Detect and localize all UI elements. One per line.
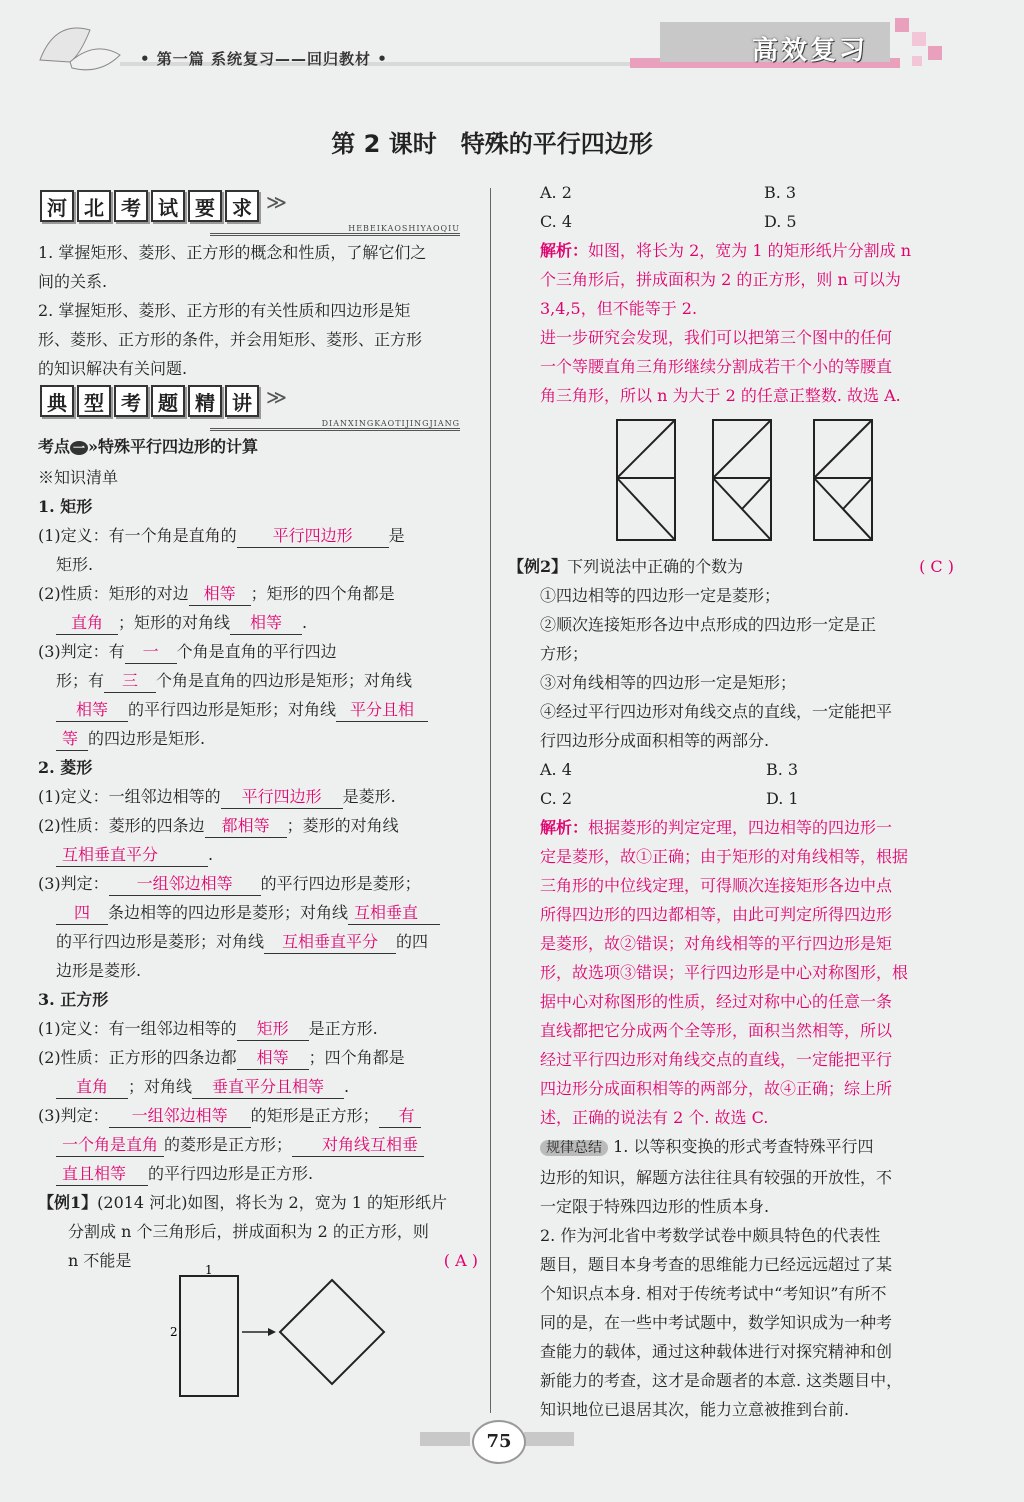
example-label: 【例1】 [38,1193,98,1212]
square-shape [280,1280,384,1384]
square-def [38,1014,478,1043]
text: 分割成 n 个三角形后，拼成面积为 2 的正方形，则 [68,1222,429,1241]
answer-blank: 平行四边形 [221,786,343,809]
statement: ②顺次连接矩形各边中点形成的四边形一定是正 [540,615,877,634]
kaodian-label: 考点 [38,437,71,456]
rhombus-judge [38,869,478,898]
rect-def [38,521,478,550]
text: 直线都把它分成两个全等形，面积当然相等，所以 [540,1021,893,1040]
knowledge-list-label: ※知识清单 [38,468,119,487]
answer-blank: 相等 [189,583,251,606]
text: 是 [388,526,405,545]
rhombus-prop [38,811,478,840]
rect-prop-cont [38,608,478,637]
text: 的四 [396,932,429,951]
text: 的矩形是正方形； [250,1106,379,1125]
text: 题目，题目本身考查的思维能力已经远远超过了某 [540,1255,893,1274]
answer-blank: 一组邻边相等 [109,1105,251,1128]
summary-block [540,1132,954,1424]
text: (2014 河北)如图，将长为 2，宽为 1 的矩形纸片 [97,1193,448,1212]
rectangle-shape [180,1276,238,1396]
heading-char: 试 [151,190,185,222]
text: 定是菱形，故①正确；由于矩形的对角线相等，根据 [540,847,909,866]
text: 的平行四边形是菱形；对角线 [56,932,265,951]
text: (1)定义：有一个角是直角的 [38,526,237,545]
heading-char: 精 [188,385,222,417]
square-judge [38,1101,478,1130]
height-label: 2 [170,1325,178,1339]
square-prop-cont [38,1072,478,1101]
square-judge-cont [38,1130,478,1159]
statement: 行四边形分成面积相等的两部分. [540,731,770,750]
example2-block [508,552,954,1424]
text: (2)性质：矩形的对边 [38,584,189,603]
heading-char: 考 [114,385,148,417]
summary-tag: 规律总结 [540,1140,608,1156]
req-line: 1. 掌握矩形、菱形、正方形的概念和性质，了解它们之 [38,243,427,262]
text: 形，故选项③错误；平行四边形是中心对称图形，根 [540,963,909,982]
text: (2)性质：菱形的四条边 [38,816,205,835]
heading-char: 典 [40,385,74,417]
text: ；矩形的对角线 [118,613,231,632]
statement: ①四边相等的四边形一定是菱形； [540,586,781,605]
text: 2. 作为河北省中考数学试卷中颇具特色的代表性 [540,1226,881,1245]
text: 的平行四边形是矩形；对角线 [128,700,337,719]
text: 的平行四边形是正方形. [148,1164,314,1183]
answer-blank: 有 [379,1105,421,1128]
answer-blank: 一组邻边相等 [109,873,261,896]
example2-question [508,552,954,581]
width-label: 1 [205,1263,213,1277]
example1 [38,1188,478,1217]
section-pinyin: DIANXINGKAOTIJINGJIANG [210,419,460,431]
req-line: 间的关系. [38,272,108,291]
text: ；菱形的对角线 [286,816,399,835]
kaodian-number-badge: 一 [70,441,88,455]
text: 一定限于特殊四边形的性质本身. [540,1197,770,1216]
text: 据中心对称图形的性质，经过对称中心的任意一条 [540,992,893,1011]
text: ；矩形的四个角都是 [250,584,395,603]
dissection-figure-1 [617,420,675,540]
text: 四边形分成面积相等的两部分，故④正确；综上所 [540,1079,893,1098]
example-label: 【例2】 [508,557,568,576]
answer-blank: 互相垂直平分 [56,844,208,867]
answer-blank: 直角 [56,1076,128,1099]
text: (3)判定：有 [38,642,125,661]
square-prop [38,1043,478,1072]
example2-options-row [540,784,954,813]
text: 矩形. [56,555,94,574]
answer-blank: 等 [56,728,88,751]
heading-char: 型 [77,385,111,417]
text: ；对角线 [128,1077,193,1096]
text: n 不能是 [68,1251,132,1270]
req-line: 2. 掌握矩形、菱形、正方形的有关性质和四边形是矩 [38,301,411,320]
text: 是正方形. [308,1019,378,1038]
statement: ④经过平行四边形对角线交点的直线，一定能把平 [540,702,893,721]
text: 边形是菱形. [56,961,142,980]
answer-blank: 平分且相 [336,699,428,722]
text: . [208,845,214,864]
rhombus-heading: 2. 菱形 [38,758,93,777]
statement: ③对角线相等的四边形一定是矩形； [540,673,797,692]
answer-blank: 四 [56,902,108,925]
text: 条边相等的四边形是菱形；对角线 [108,903,349,922]
text: 知识地位已退居其次，能力立意被推到台前. [540,1400,850,1419]
text: (1)定义：一组邻边相等的 [38,787,221,806]
answer-blank: 相等 [56,699,128,722]
text: 三角形的中位线定理，可得顺次连接矩形各边中点 [540,876,893,895]
text: (3)判定： [38,1106,109,1125]
text: 进一步研究会发现，我们可以把第三个图中的任何 [540,328,893,347]
double-chevron-icon: ≫ [266,385,287,409]
option-d: D. 5 [764,212,797,231]
column-divider [490,188,491,1413]
text: . [302,613,308,632]
answer-blank: 相等 [230,612,302,635]
header-decoration [0,0,1024,90]
page-number: 75 [472,1420,526,1464]
text: 个角是直角的平行四边 [176,642,337,661]
answer-blank: 垂直平分且相等 [192,1076,344,1099]
text: 一个等腰直角三角形继续分割成若干个小的等腰直 [540,357,893,376]
option-a: A. 4 [540,760,572,779]
left-column-content [38,432,478,1275]
example1-solution [540,236,954,410]
rhombus-prop-cont [38,840,478,869]
text: 经过平行四边形对角线交点的直线，一定能把平行 [540,1050,893,1069]
answer-blank: 相等 [237,1047,309,1070]
rect-heading: 1. 矩形 [38,497,93,516]
butterfly-icon [40,28,120,70]
answer-blank: 直且相等 [56,1163,148,1186]
answer-blank: 互相垂直 [348,902,440,925]
text: 是菱形，故②错误；对角线相等的平行四边形是矩 [540,934,893,953]
header-brand: 高效复习 [752,36,869,66]
example2-solution [540,813,954,1132]
answer-blank: 一 [125,641,177,664]
answer-blank: 都相等 [205,815,287,838]
requirements-list [38,238,478,383]
text: (2)性质：正方形的四条边都 [38,1048,237,1067]
answer-blank: 平行四边形 [237,525,389,548]
text: (3)判定： [38,874,109,893]
text: 同的是，在一些中考试题中，数学知识成为一种考 [540,1313,893,1332]
text: 的平行四边形是菱形； [260,874,421,893]
example1-figure [160,1260,400,1410]
page-title: 第 2 课时 特殊的平行四边形 [331,130,653,158]
right-column-content [540,178,954,410]
req-line: 的知识解决有关问题. [38,359,188,378]
text: 个三角形后，拼成面积为 2 的正方形，则 n 可以为 [540,270,901,289]
text: 的菱形是正方形； [164,1135,293,1154]
option-b: B. 3 [766,760,799,779]
heading-char: 题 [151,385,185,417]
text: 1. 以等积变换的形式考查特殊平行四 [613,1137,874,1156]
heading-char: 求 [225,190,259,222]
text: 边形的知识，解题方法往往具有较强的开放性，不 [540,1168,893,1187]
dissection-figures [600,415,920,555]
section-pinyin: HEBEIKAOSHIYAOQIU [210,224,460,236]
kaodian-heading [38,432,478,463]
text: 角三角形，所以 n 为大于 2 的任意正整数. 故选 A. [540,386,901,405]
dissection-figure-3 [814,420,872,540]
text: 个角是直角的四边形是矩形；对角线 [156,671,413,690]
heading-char: 要 [188,190,222,222]
square-judge-cont [38,1159,478,1188]
statement: 方形； [540,644,589,663]
rect-judge-cont [38,724,478,753]
arrow-head-icon [268,1328,276,1336]
text: 新能力的考查，这才是命题者的本意. 这类题目中， [540,1371,903,1390]
answer-blank: 直角 [56,612,118,635]
section-heading-requirements [40,190,287,222]
text: (1)定义：有一组邻边相等的 [38,1019,237,1038]
rhombus-judge-cont [38,927,478,956]
dissection-figure-2 [713,420,771,540]
text: 形；有 [56,671,105,690]
example2-options-row [540,755,954,784]
text: . [344,1077,350,1096]
req-line: 形、菱形、正方形的条件，并会用矩形、菱形、正方形 [38,330,423,349]
kaodian-title: 特殊平行四边形的计算 [98,437,259,456]
answer-blank: 互相垂直平分 [264,931,396,954]
answer-blank: 一个角是直角 [56,1134,164,1157]
answer-choice: ( C ) [919,557,954,576]
answer-choice: ( A ) [443,1251,478,1270]
section-heading-typical [40,385,287,417]
answer-blank: 对角线互相垂 [292,1134,424,1157]
option-c: C. 4 [540,212,573,231]
option-b: B. 3 [764,183,797,202]
text: 述，正确的说法有 2 个. 故选 C. [540,1108,769,1127]
heading-char: 河 [40,190,74,222]
text: 3,4,5，但不能等于 2. [540,299,698,318]
square-heading: 3. 正方形 [38,990,109,1009]
text: 所得四边形的四边都相等，由此可判定所得四边形 [540,905,893,924]
option-a: A. 2 [540,183,572,202]
example1-options-row [540,207,954,236]
rect-prop [38,579,478,608]
rhombus-def [38,782,478,811]
text: ；四个角都是 [308,1048,405,1067]
answer-blank: 矩形 [237,1018,309,1041]
text: 查能力的载体，通过这种载体进行对探究精神和创 [540,1342,893,1361]
answer-blank: 三 [104,670,156,693]
text: 个知识点本身. 相对于传统考试中“考知识”有所不 [540,1284,887,1303]
text: 的四边形是矩形. [88,729,206,748]
solution-label: 解析： [540,241,589,260]
page-header [0,0,1024,90]
option-c: C. 2 [540,789,573,808]
text: 根据菱形的判定定理，四边相等的四边形一 [588,818,893,837]
example1-options-row [540,178,954,207]
text: 下列说法中正确的个数为 [567,557,744,576]
heading-char: 北 [77,190,111,222]
heading-char: 考 [114,190,148,222]
chevron-icon: » [88,437,99,456]
rect-judge [38,637,478,666]
rect-judge-cont [38,666,478,695]
solution-label: 解析： [540,818,589,837]
double-chevron-icon: ≫ [266,190,287,214]
rhombus-judge-cont [38,898,478,927]
heading-char: 讲 [225,385,259,417]
text: 是菱形. [342,787,396,806]
option-d: D. 1 [766,789,799,808]
rect-judge-cont [38,695,478,724]
header-breadcrumb: • 第一篇 系统复习——回归教材 • [140,50,388,68]
text: 如图，将长为 2，宽为 1 的矩形纸片分割成 n [588,241,912,260]
